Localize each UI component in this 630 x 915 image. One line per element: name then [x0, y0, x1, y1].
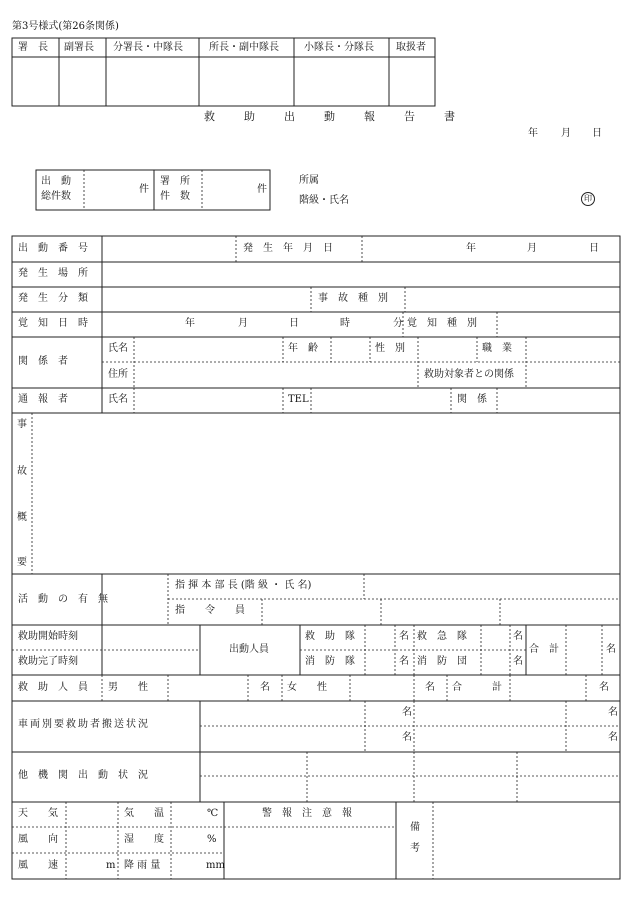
label-activity: 活 動 の 有 無	[18, 594, 108, 605]
reporter-rank-name: 階級・氏名	[299, 195, 349, 206]
vehicle-unit-4: 名	[608, 732, 618, 743]
approval-header-platoon: 小隊長・分隊長	[304, 42, 374, 53]
label-rescue-start: 救助開始時刻	[18, 631, 78, 642]
label-female: 女 性	[287, 682, 327, 693]
rainfall-unit: mm	[206, 860, 225, 871]
approval-header-station: 所長・副中隊長	[209, 42, 279, 53]
occurrence-month: 月	[527, 243, 537, 254]
label-personnel-total: 合 計	[529, 644, 559, 655]
aware-hour: 時	[340, 318, 350, 329]
label-rainfall: 降 雨 量	[124, 860, 161, 871]
related-sex-label: 性 別	[375, 343, 405, 354]
label-vehicle: 車両別要救助者搬送状況	[18, 719, 150, 730]
vehicle-unit-1: 名	[402, 707, 412, 718]
label-ambulance-team: 救 急 隊	[417, 631, 467, 642]
date-year: 年	[528, 128, 538, 139]
remarks-char-1: 備	[410, 822, 420, 833]
label-wind-dir: 風 向	[18, 834, 58, 845]
related-address-label: 住所	[108, 369, 128, 380]
related-name-label: 氏名	[108, 343, 128, 354]
related-relation-target-label: 救助対象者との関係	[424, 369, 514, 380]
approval-header-chief: 署 長	[18, 42, 48, 53]
summary-station-unit: 件	[257, 184, 267, 195]
form-id: 第3号様式(第26条関係)	[12, 21, 119, 32]
summary-total-label-2: 総件数	[41, 191, 71, 202]
label-fire-corps: 消 防 団	[417, 656, 467, 667]
seal-icon: 印	[581, 192, 595, 206]
aware-minute: 分	[393, 318, 403, 329]
wind-speed-unit: m	[106, 860, 116, 871]
summary-total-unit: 件	[139, 184, 149, 195]
temp-unit: ℃	[207, 808, 219, 819]
label-accident-type: 事 故 種 別	[318, 293, 388, 304]
label-male: 男 性	[108, 682, 148, 693]
aware-month: 月	[238, 318, 248, 329]
male-unit: 名	[260, 682, 270, 693]
occurrence-year: 年	[466, 243, 476, 254]
informant-tel-label: TEL	[288, 394, 309, 405]
label-temp: 気 温	[124, 808, 164, 819]
reporter-affiliation: 所属	[299, 175, 319, 186]
label-wind-speed: 風 速	[18, 860, 58, 871]
rescued-total-unit: 名	[599, 682, 609, 693]
summary-char-1: 事	[17, 419, 27, 430]
label-commander: 指 令 員	[175, 605, 245, 616]
summary-total-label-1: 出 動	[41, 176, 71, 187]
female-unit: 名	[425, 682, 435, 693]
label-aware-type: 覚 知 種 別	[407, 318, 477, 329]
rescue-team-unit: 名	[399, 631, 409, 642]
label-dispatch-no: 出 動 番 号	[18, 243, 88, 254]
related-age-label: 年 齢	[288, 343, 318, 354]
summary-station-label-1: 署 所	[160, 176, 190, 187]
label-informant: 通 報 者	[18, 394, 68, 405]
summary-char-4: 要	[17, 557, 27, 568]
informant-relation-label: 関 係	[457, 394, 487, 405]
personnel-total-unit: 名	[606, 644, 616, 655]
remarks-char-2: 考	[410, 843, 420, 854]
label-aware-time: 覚 知 日 時	[18, 318, 88, 329]
label-warning: 警 報 注 意 報	[262, 808, 352, 819]
humidity-unit: %	[207, 834, 217, 845]
related-occupation-label: 職 業	[482, 343, 512, 354]
label-hq-chief: 指 揮 本 部 長 (階 級 ・ 氏 名)	[175, 580, 312, 591]
label-place: 発 生 場 所	[18, 268, 88, 279]
fire-team-unit: 名	[399, 656, 409, 667]
label-related: 関 係 者	[18, 356, 68, 367]
informant-name-label: 氏名	[108, 394, 128, 405]
label-other-agency: 他 機 関 出 動 状 況	[18, 770, 148, 781]
date-day: 日	[592, 128, 602, 139]
label-fire-team: 消 防 隊	[305, 656, 355, 667]
approval-header-deputy: 副署長	[64, 42, 94, 53]
label-personnel: 出動人員	[229, 644, 269, 655]
page-title: 救 助 出 動 報 告 書	[204, 110, 464, 123]
vehicle-unit-3: 名	[402, 732, 412, 743]
label-occurrence-date: 発 生 年 月 日	[243, 243, 333, 254]
label-rescue-end: 救助完了時刻	[18, 656, 78, 667]
label-humidity: 湿 度	[124, 834, 164, 845]
label-rescue-team: 救 助 隊	[305, 631, 355, 642]
approval-header-branch: 分署長・中隊長	[113, 42, 183, 53]
aware-year: 年	[185, 318, 195, 329]
ambulance-team-unit: 名	[513, 631, 523, 642]
approval-header-handler: 取扱者	[396, 42, 426, 53]
fire-corps-unit: 名	[513, 656, 523, 667]
summary-char-3: 概	[17, 512, 27, 523]
summary-station-label-2: 件 数	[160, 191, 190, 202]
vehicle-unit-2: 名	[608, 707, 618, 718]
date-month: 月	[561, 128, 571, 139]
label-rescued-total: 合 計	[452, 682, 502, 693]
aware-day: 日	[289, 318, 299, 329]
label-rescued: 救 助 人 員	[18, 682, 88, 693]
label-weather: 天 気	[18, 808, 58, 819]
label-category: 発 生 分 類	[18, 293, 88, 304]
occurrence-day: 日	[589, 243, 599, 254]
summary-char-2: 故	[17, 466, 27, 477]
